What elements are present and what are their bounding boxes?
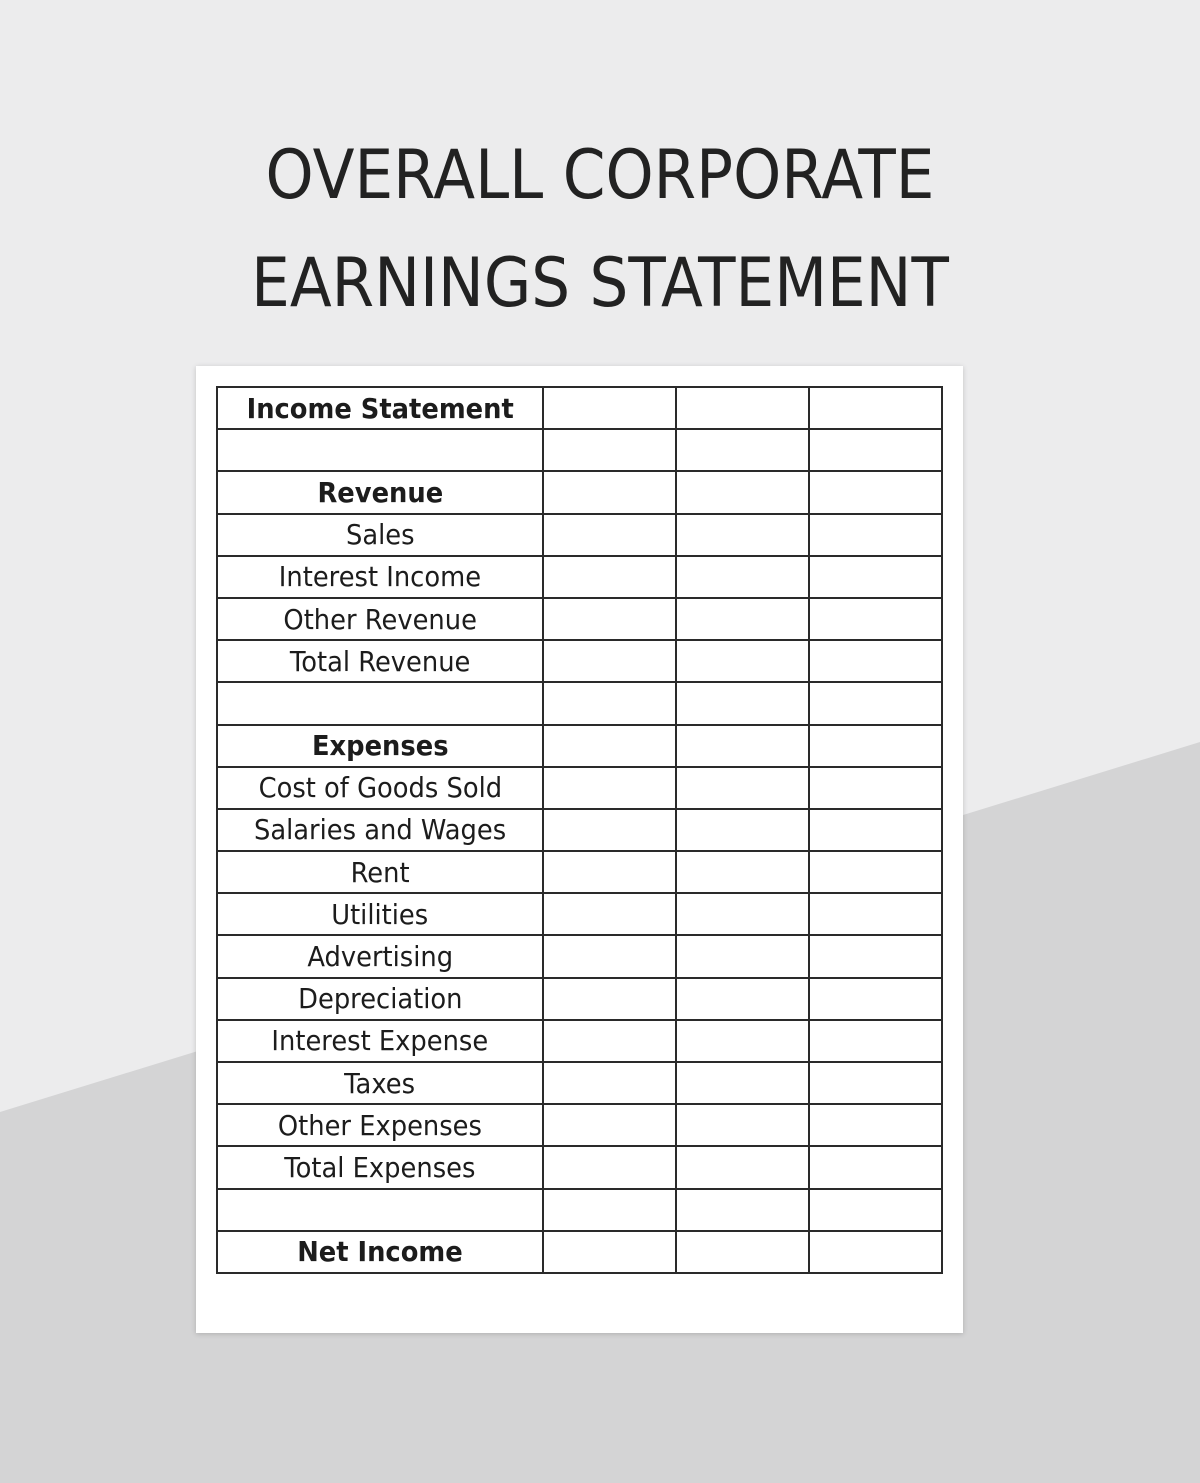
value-cell[interactable] [809, 935, 942, 977]
row-label: Expenses [311, 729, 449, 763]
table-row [217, 1231, 942, 1273]
value-cell[interactable] [809, 1146, 942, 1188]
row-label-cell[interactable] [217, 429, 543, 471]
table-row [217, 556, 942, 598]
value-cell[interactable] [676, 1062, 809, 1104]
value-cell[interactable] [543, 640, 676, 682]
value-cell[interactable] [809, 640, 942, 682]
row-label-cell[interactable] [217, 725, 543, 767]
table-row [217, 1062, 942, 1104]
value-cell[interactable] [676, 1104, 809, 1146]
table-row [217, 1146, 942, 1188]
row-label-cell[interactable] [217, 809, 543, 851]
value-cell[interactable] [809, 1189, 942, 1231]
value-cell[interactable] [543, 1062, 676, 1104]
value-cell[interactable] [676, 725, 809, 767]
value-cell[interactable] [809, 429, 942, 471]
value-cell[interactable] [676, 387, 809, 429]
value-cell[interactable] [543, 682, 676, 724]
value-cell[interactable] [543, 725, 676, 767]
table-row [217, 1020, 942, 1062]
value-cell[interactable] [676, 935, 809, 977]
row-label: Rent [350, 855, 410, 889]
value-cell[interactable] [676, 429, 809, 471]
row-label: Taxes [344, 1066, 416, 1100]
row-label: Interest Income [278, 560, 482, 594]
row-label-cell[interactable] [217, 682, 543, 724]
value-cell[interactable] [543, 387, 676, 429]
value-cell[interactable] [809, 387, 942, 429]
table-row [217, 640, 942, 682]
value-cell[interactable] [543, 598, 676, 640]
value-cell[interactable] [543, 1189, 676, 1231]
value-cell[interactable] [543, 851, 676, 893]
row-label: Utilities [331, 897, 429, 931]
table-row [217, 387, 942, 429]
table-row [217, 471, 942, 513]
row-label-cell[interactable] [217, 851, 543, 893]
row-label-cell[interactable] [217, 1146, 543, 1188]
row-label-cell[interactable] [217, 1231, 543, 1273]
row-label-cell[interactable] [217, 767, 543, 809]
table-row [217, 851, 942, 893]
value-cell[interactable] [676, 1231, 809, 1273]
value-cell[interactable] [676, 1189, 809, 1231]
table-row [217, 514, 942, 556]
value-cell[interactable] [543, 1231, 676, 1273]
value-cell[interactable] [543, 978, 676, 1020]
row-label: Interest Expense [271, 1024, 489, 1058]
row-label: Other Revenue [283, 602, 477, 636]
row-label-cell[interactable] [217, 471, 543, 513]
value-cell[interactable] [809, 556, 942, 598]
value-cell[interactable] [543, 556, 676, 598]
table-body [217, 387, 942, 1273]
value-cell[interactable] [676, 851, 809, 893]
table-row [217, 725, 942, 767]
value-cell[interactable] [809, 1231, 942, 1273]
value-cell[interactable] [809, 809, 942, 851]
row-label: Net Income [297, 1235, 463, 1269]
row-label-cell[interactable] [217, 514, 543, 556]
value-cell[interactable] [809, 471, 942, 513]
row-label-cell[interactable] [217, 640, 543, 682]
value-cell[interactable] [676, 556, 809, 598]
row-label: Advertising [307, 940, 453, 974]
value-cell[interactable] [809, 598, 942, 640]
row-label-cell[interactable] [217, 893, 543, 935]
row-label: Salaries and Wages [253, 813, 507, 847]
income-statement-table [216, 386, 943, 1274]
title-line-2: EARNINGS STATEMENT [251, 244, 949, 323]
row-label: Other Expenses [277, 1108, 483, 1142]
value-cell[interactable] [543, 893, 676, 935]
value-cell[interactable] [676, 514, 809, 556]
row-label: Sales [345, 518, 415, 552]
value-cell[interactable] [543, 767, 676, 809]
row-label-cell[interactable] [217, 598, 543, 640]
row-label: Income Statement [246, 391, 514, 425]
value-cell[interactable] [543, 935, 676, 977]
value-cell[interactable] [809, 682, 942, 724]
value-cell[interactable] [543, 809, 676, 851]
row-label-cell[interactable] [217, 978, 543, 1020]
row-label: Total Revenue [289, 644, 471, 678]
table-row [217, 809, 942, 851]
value-cell[interactable] [543, 1020, 676, 1062]
table-row [217, 1189, 942, 1231]
value-cell[interactable] [809, 767, 942, 809]
row-label: Total Expenses [284, 1150, 476, 1184]
value-cell[interactable] [543, 1146, 676, 1188]
row-label-cell[interactable] [217, 1104, 543, 1146]
row-label-cell[interactable] [217, 1189, 543, 1231]
value-cell[interactable] [809, 1104, 942, 1146]
table-row [217, 682, 942, 724]
value-cell[interactable] [676, 598, 809, 640]
value-cell[interactable] [543, 471, 676, 513]
page-title [60, 122, 1140, 338]
row-label: Revenue [317, 475, 443, 509]
row-label: Depreciation [297, 982, 463, 1016]
value-cell[interactable] [676, 978, 809, 1020]
table-row [217, 935, 942, 977]
table-row [217, 978, 942, 1020]
value-cell[interactable] [543, 1104, 676, 1146]
value-cell[interactable] [676, 767, 809, 809]
value-cell[interactable] [676, 893, 809, 935]
statement-sheet [196, 366, 963, 1333]
title-line-1: OVERALL CORPORATE [265, 136, 935, 215]
value-cell[interactable] [543, 514, 676, 556]
table-row [217, 1104, 942, 1146]
value-cell[interactable] [809, 978, 942, 1020]
value-cell[interactable] [676, 1020, 809, 1062]
table-row [217, 429, 942, 471]
value-cell[interactable] [809, 514, 942, 556]
value-cell[interactable] [809, 893, 942, 935]
table-row [217, 767, 942, 809]
row-label-cell[interactable] [217, 1020, 543, 1062]
row-label-cell[interactable] [217, 935, 543, 977]
row-label: Cost of Goods Sold [258, 771, 502, 805]
value-cell[interactable] [676, 809, 809, 851]
value-cell[interactable] [809, 1020, 942, 1062]
value-cell[interactable] [809, 1062, 942, 1104]
value-cell[interactable] [809, 725, 942, 767]
value-cell[interactable] [809, 851, 942, 893]
row-label-cell[interactable] [217, 1062, 543, 1104]
table-row [217, 598, 942, 640]
row-label-cell[interactable] [217, 556, 543, 598]
table-row [217, 893, 942, 935]
value-cell[interactable] [543, 429, 676, 471]
value-cell[interactable] [676, 1146, 809, 1188]
value-cell[interactable] [676, 682, 809, 724]
row-label-cell[interactable] [217, 387, 543, 429]
value-cell[interactable] [676, 640, 809, 682]
value-cell[interactable] [676, 471, 809, 513]
